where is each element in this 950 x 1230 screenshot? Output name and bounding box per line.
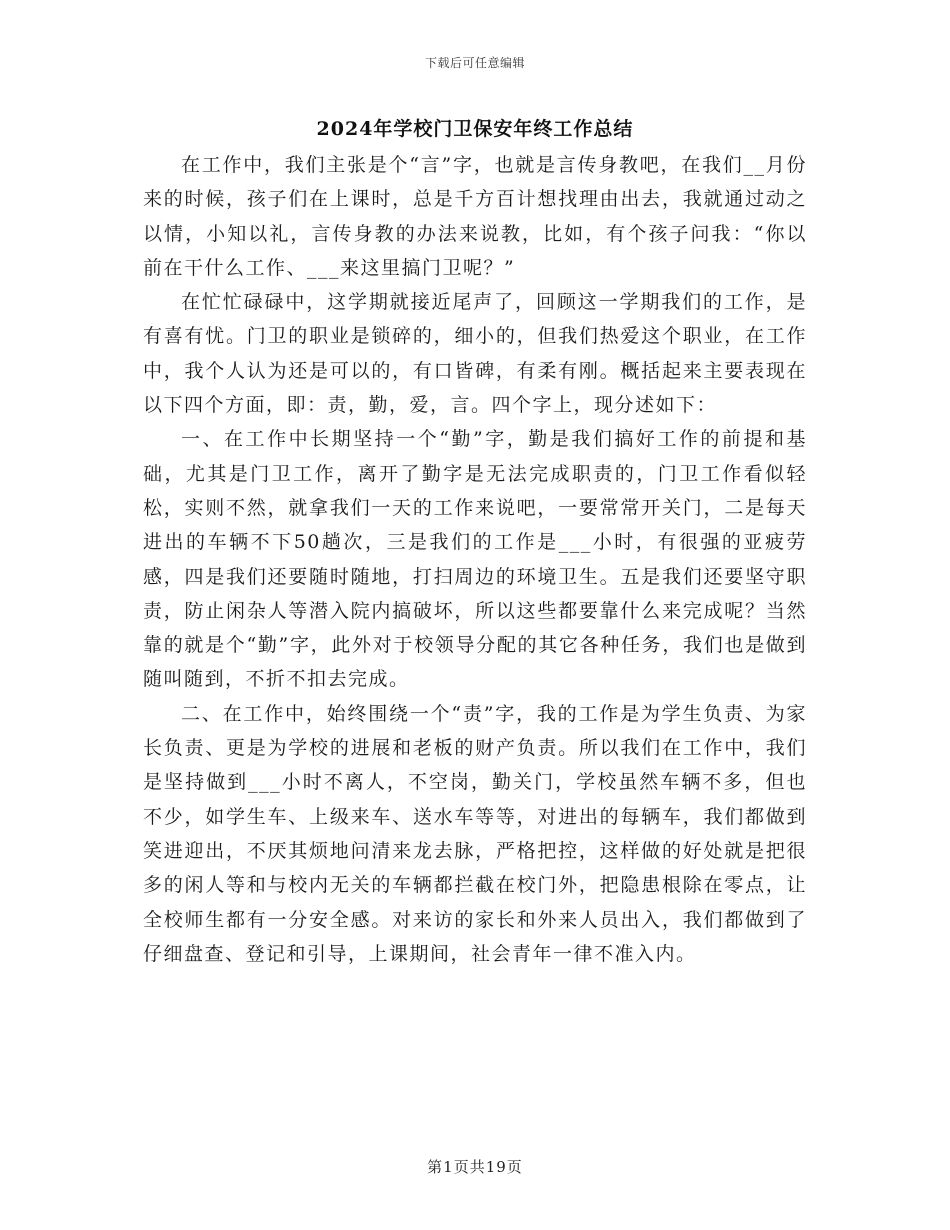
paragraph-overview: 在忙忙碌碌中，这学期就接近尾声了，回顾这一学期我们的工作，是有喜有忧。门卫的职业是锁碎的，细小的，但我们热爱这个职业，在工作中，我个人认为还是可以的，有口皆碑，有柔有刚。概括起来主要表现在以下四个方面，即：责，勤，爱，言。四个字上，现分述如下： (143, 291, 807, 417)
paragraph-intro-yan: 在工作中，我们主张是个“言”字，也就是言传身教吧，在我们__月份来的时候，孩子们在上课时，总是千方百计想找理由出去，我就通过动之以情，小知以礼，言传身教的办法来说教，比如，有个孩子问我：“你以前在干什么工作、___来这里搞门卫呢？” (143, 154, 807, 279)
paragraph-section-ze: 二、在工作中，始终围绕一个“责”字，我的工作是为学生负责、为家长负责、更是为学校的进展和老板的财产负责。所以我们在工作中，我们是坚持做到___小时不离人，不空岗，勤关门，学校虽然车辆不多，但也不少，如学生车、上级来车、送水车等等，对进出的每辆车，我们都做到笑进迎出，不厌其烦地问清来龙去脉，严格把控，这样做的好处就是把很多的闲人等和与校内无关的车辆都拦截在校门外，把隐患根除在零点，让全校师生都有一分安全感。对来访的家长和外来人员出入，我们都做到了仔细盘查、登记和引导，上课期间，社会青年一律不准入内。 (143, 702, 807, 965)
document-body (143, 148, 807, 971)
header-note: 下载后可任意编辑 (424, 56, 525, 70)
document-title: 2024年学校门卫保安年终工作总结 (316, 118, 634, 140)
paragraph-section-qin: 一、在工作中长期坚持一个“勤”字，勤是我们搞好工作的前提和基础，尤其是门卫工作，离开了勤字是无法完成职责的，门卫工作看似轻松，实则不然，就拿我们一天的工作来说吧，一要常常开关门，二是每天进出的车辆不下50趟次，三是我们的工作是___小时，有很强的亚疲劳感，四是我们还要随时随地，打扫周边的环境卫生。五是我们还要坚守职责，防止闲杂人等潜入院内搞破坏，所以这些都要靠什么来完成呢？当然靠的就是个“勤”字，此外对于校领导分配的其它各种任务，我们也是做到随叫随到，不折不扣去完成。 (143, 428, 807, 691)
page-number-footer: 第1页共19页 (427, 1158, 523, 1176)
